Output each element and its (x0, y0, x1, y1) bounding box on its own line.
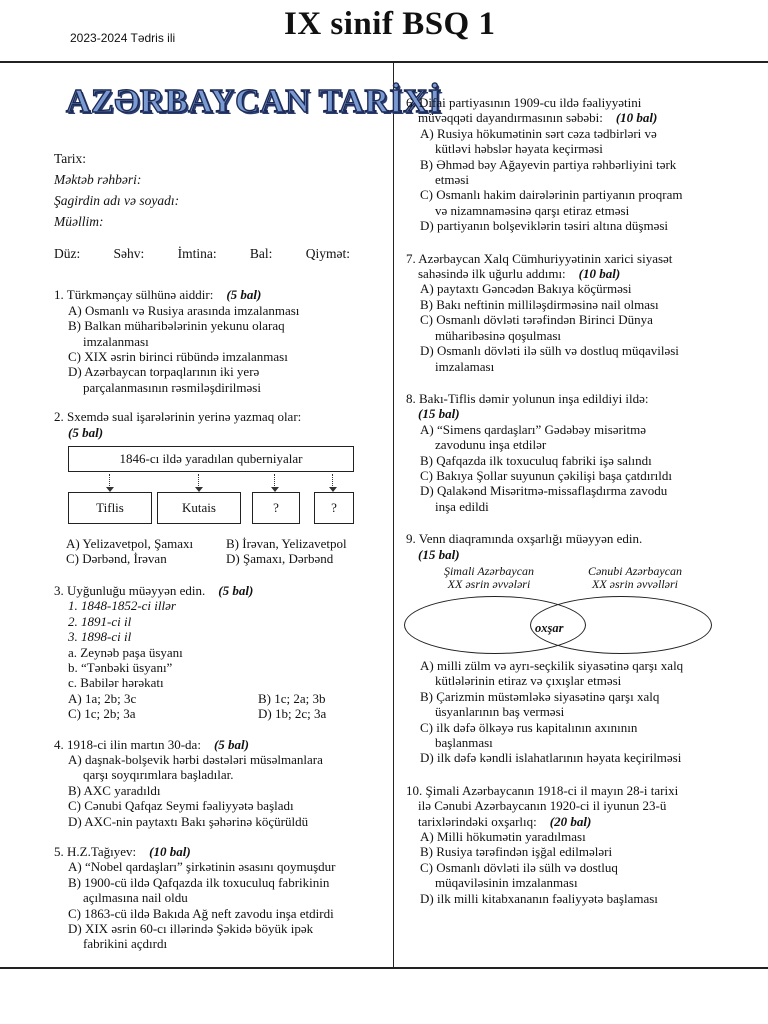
option-c: C) XIX əsrin birinci rübündə imzalanması (68, 349, 288, 365)
question-2 (54, 409, 384, 567)
question-points: (5 bal) (213, 736, 249, 752)
option-b: B) İrəvan, Yelizavetpol (226, 536, 347, 552)
question-3 (54, 583, 384, 722)
question-text: 2. Sxemdə sual işarələrinin yerinə yazmaq olar: (54, 409, 302, 425)
diagram-box-tiflis: Tiflis (68, 492, 152, 524)
option-b: B) Qafqazda ilk toxuculuq fabriki işə salındı (420, 452, 652, 468)
score-skipped: İmtina: (177, 246, 217, 261)
option-a: A) 1a; 2b; 3c (68, 690, 137, 706)
exam-title: IX sinif BSQ 1 (284, 6, 496, 42)
venn-overlap-label: oxşar (535, 620, 564, 635)
question-text: 9. Venn diaqramında oxşarlığı müəyyən edin. (406, 531, 643, 547)
question-5 (54, 844, 384, 952)
option-b: B) AXC yaradıldı (68, 782, 161, 798)
option-b: B) 1900-cü ildə Qafqazda ilk toxuculuq fabrikinin (68, 874, 330, 890)
option-b: B) Əhməd bəy Ağayevin partiya rəhbərliyini tərk (420, 156, 677, 172)
venn-left-label: Şimali Azərbaycan XX əsrin əvvələri (443, 563, 535, 591)
governorate-diagram (68, 446, 368, 528)
option-a: A) “Simens qardaşları” Gədəbəy misəritmə (420, 421, 646, 437)
option-a: A) milli zülm və ayrı-seçkilik siyasətinə qarşı xalq (420, 657, 684, 673)
question-text: 10. Şimali Azərbaycanın 1918-ci il mayın 28-i tarixi (406, 782, 679, 798)
option-b-cont: etməsi (435, 172, 469, 188)
option-a: A) Milli hökumətin yaradılması (420, 829, 586, 845)
option-c: C) 1c; 2b; 3a (68, 706, 136, 722)
question-6 (406, 95, 726, 234)
question-text: 1. Türkmənçay sülhünə aiddir: (54, 287, 214, 303)
match-item-c: c. Babilər hərəkatı (68, 675, 164, 691)
option-a: A) “Nobel qardaşları” şirkətinin əsasını qoymuşdur (68, 859, 336, 875)
match-item-3: 3. 1898-ci il (68, 629, 132, 645)
option-d: D) Azərbaycan torpaqlarının iki yerə (68, 364, 260, 380)
academic-year: 2023-2024 Tədris ili (70, 31, 176, 45)
director-field: Məktəb rəhbəri: (54, 172, 142, 187)
option-c: C) Osmanlı dövləti tərəfindən Birinci Dünya (420, 312, 653, 328)
question-1 (54, 287, 384, 395)
option-d: D) partiyanın bolşeviklərin təsiri altına düşməsi (420, 218, 669, 234)
question-points: (10 bal) (149, 843, 191, 859)
option-b-cont: imzalanması (83, 333, 149, 349)
answer-grid (54, 691, 384, 722)
arrow-icon (274, 474, 275, 488)
option-d-cont: fabrikini açdırdı (83, 936, 168, 952)
date-field: Tarix: (54, 151, 87, 166)
score-points: Bal: (249, 246, 273, 261)
option-d: D) Şamaxı, Dərbənd (226, 551, 334, 567)
option-a: A) Rusiya hökumətinin sərt cəza tədbirləri və (420, 125, 657, 141)
question-points: (15 bal) (418, 406, 460, 422)
question-8 (406, 391, 726, 514)
option-c: C) Cənubi Qafqaz Seymi fəaliyyətə başladı (68, 798, 294, 814)
option-a: A) Yelizavetpol, Şamaxı (66, 536, 194, 552)
option-b: B) 1c; 2a; 3b (258, 690, 326, 706)
option-c-cont: müqaviləsinin imzalanması (435, 875, 578, 891)
option-b: B) Balkan müharibələrinin yekunu olaraq (68, 318, 285, 334)
question-text: 3. Uyğunluğu müəyyən edin. (54, 582, 206, 598)
option-c-cont: başlanması (435, 735, 493, 750)
option-c: C) Osmanlı dövləti ilə sülh və dostluq (420, 859, 618, 875)
option-c-cont: və nizamnaməsinə qarşı etiraz etməsi (435, 202, 630, 218)
question-text-cont: ilə Cənubi Azərbaycanın 1920-ci il iyunun 23-ü (418, 798, 667, 814)
diagram-box-unknown: ? (314, 492, 354, 524)
diagram-box-unknown: ? (252, 492, 300, 524)
question-text: 5. H.Z.Tağıyev: (54, 843, 137, 859)
column-divider (393, 62, 394, 968)
question-points: (5 bal) (68, 424, 104, 440)
option-c: C) ilk dəfə ölkəyə rus kapitalının axınının (420, 719, 638, 735)
option-d: D) 1b; 2c; 3a (258, 706, 327, 722)
option-d: D) ilk dəfə kəndli islahatlarının həyata keçirilməsi (420, 750, 682, 766)
diagram-root: 1846-cı ildə yaradılan quberniyalar (68, 446, 354, 472)
question-text-cont: tarixlərindəki oxşarlıq: (418, 813, 537, 829)
question-text-cont: müvəqqəti dayandırmasının səbəbi: (418, 110, 603, 126)
option-b: B) Çarizmin müstəmləkə siyasətinə qarşı xalq (420, 688, 660, 704)
option-c-cont: müharibəsinə qoşulması (435, 327, 562, 343)
match-item-a: a. Zeynəb paşa üsyanı (68, 644, 183, 660)
question-points: (5 bal) (226, 287, 262, 303)
arrow-icon (332, 474, 333, 488)
match-item-1: 1. 1848-1852-ci illər (68, 598, 176, 614)
option-b-cont: üsyanlarının baş verməsi (435, 704, 565, 720)
option-a-cont: kütləvi həbslər həyata keçirməsi (435, 141, 603, 157)
question-points: (10 bal) (578, 266, 621, 282)
option-b: B) Rusiya tərəfindən işğal edilmələri (420, 844, 613, 860)
option-a-cont: zavodunu inşa etdilər (435, 437, 547, 453)
student-info (54, 148, 384, 232)
option-b-cont: açılmasına nail oldu (83, 890, 188, 906)
question-text: 7. Azərbaycan Xalq Cümhuriyyətinin xarici siyasət (406, 250, 673, 266)
option-d: D) Osmanlı dövləti ilə sülh və dostluq müqaviləsi (420, 343, 679, 359)
bottom-divider (0, 967, 768, 969)
match-item-b: b. “Tənbəki üsyanı” (68, 659, 173, 675)
option-c: C) 1863-cü ildə Bakıda Ağ neft zavodu inşa etdirdi (68, 905, 334, 921)
match-item-2: 2. 1891-ci il (68, 613, 132, 629)
score-wrong: Səhv: (113, 246, 145, 261)
question-text: 8. Bakı-Tiflis dəmir yolunun inşa edildiyi ildə: (406, 390, 649, 406)
question-points: (10 bal) (615, 110, 658, 126)
option-c: C) Bakıya Şollar suyunun çəkilişi başa çatdırıldı (420, 467, 673, 483)
score-row (54, 246, 350, 261)
teacher-field: Müəllim: (54, 214, 104, 229)
option-c: C) Dərbənd, İrəvan (66, 551, 167, 567)
score-grade: Qiymət: (305, 246, 350, 261)
question-10 (406, 783, 726, 906)
option-d: D) Qalakənd Misəritmə-missaflaşdırma zavodu (420, 483, 668, 499)
option-a: A) Osmanlı və Rusiya arasında imzalanması (68, 302, 300, 318)
diagram-box-kutais: Kutais (157, 492, 241, 524)
venn-right-label: Cənubi Azərbaycan XX əsrin əvvəlləri (587, 563, 683, 591)
venn-diagram (402, 564, 732, 654)
question-text-cont: sahəsində ilk uğurlu addımı: (418, 266, 566, 282)
arrow-icon (198, 474, 199, 488)
option-d: D) AXC-nin paytaxtı Bakı şəhərinə köçürüldü (68, 813, 309, 829)
arrow-icon (109, 474, 110, 488)
option-a-cont: qarşı soyqırımlara başladılar. (83, 767, 234, 783)
option-a: A) daşnak-bolşevik hərbi dəstələri müsəlmanlara (68, 751, 323, 767)
option-d-cont: parçalanmasının rəsmiləşdirilməsi (83, 379, 261, 395)
question-4 (54, 737, 384, 829)
option-d-cont: inşa edildi (435, 498, 489, 514)
question-points: (5 bal) (218, 582, 254, 598)
option-d: D) XIX əsrin 60-cı illərində Şəkidə böyük ipək (68, 921, 314, 936)
option-b: B) Bakı neftinin milliləşdirməsinə nail olması (420, 296, 659, 312)
right-column (406, 95, 726, 906)
question-9 (406, 531, 726, 766)
option-c: C) Osmanlı hakim dairələrinin partiyanın proqram (420, 187, 683, 203)
question-7 (406, 251, 726, 374)
question-points: (20 bal) (549, 813, 592, 829)
question-text: 4. 1918-ci ilin martın 30-da: (54, 736, 201, 752)
question-text: 6. Difai partiyasının 1909-cu ildə fəaliyyətini (406, 95, 642, 110)
option-d: D) ilk milli kitabxananın fəaliyyətə başlaması (420, 890, 658, 906)
option-a-cont: kütlələrinin etiraz və çıxışlar etməsi (435, 673, 622, 689)
option-a: A) paytaxtı Gəncədən Bakıya köçürməsi (420, 281, 632, 297)
student-field: Şagirdin adı və soyadı: (54, 193, 180, 208)
option-d-cont: imzalaması (435, 358, 495, 374)
answer-grid (54, 536, 384, 567)
subject-logo: AZƏRBAYCAN TARİXİ (66, 83, 442, 120)
top-divider (0, 61, 768, 63)
score-correct: Düz: (54, 246, 81, 261)
question-points: (15 bal) (418, 546, 460, 562)
